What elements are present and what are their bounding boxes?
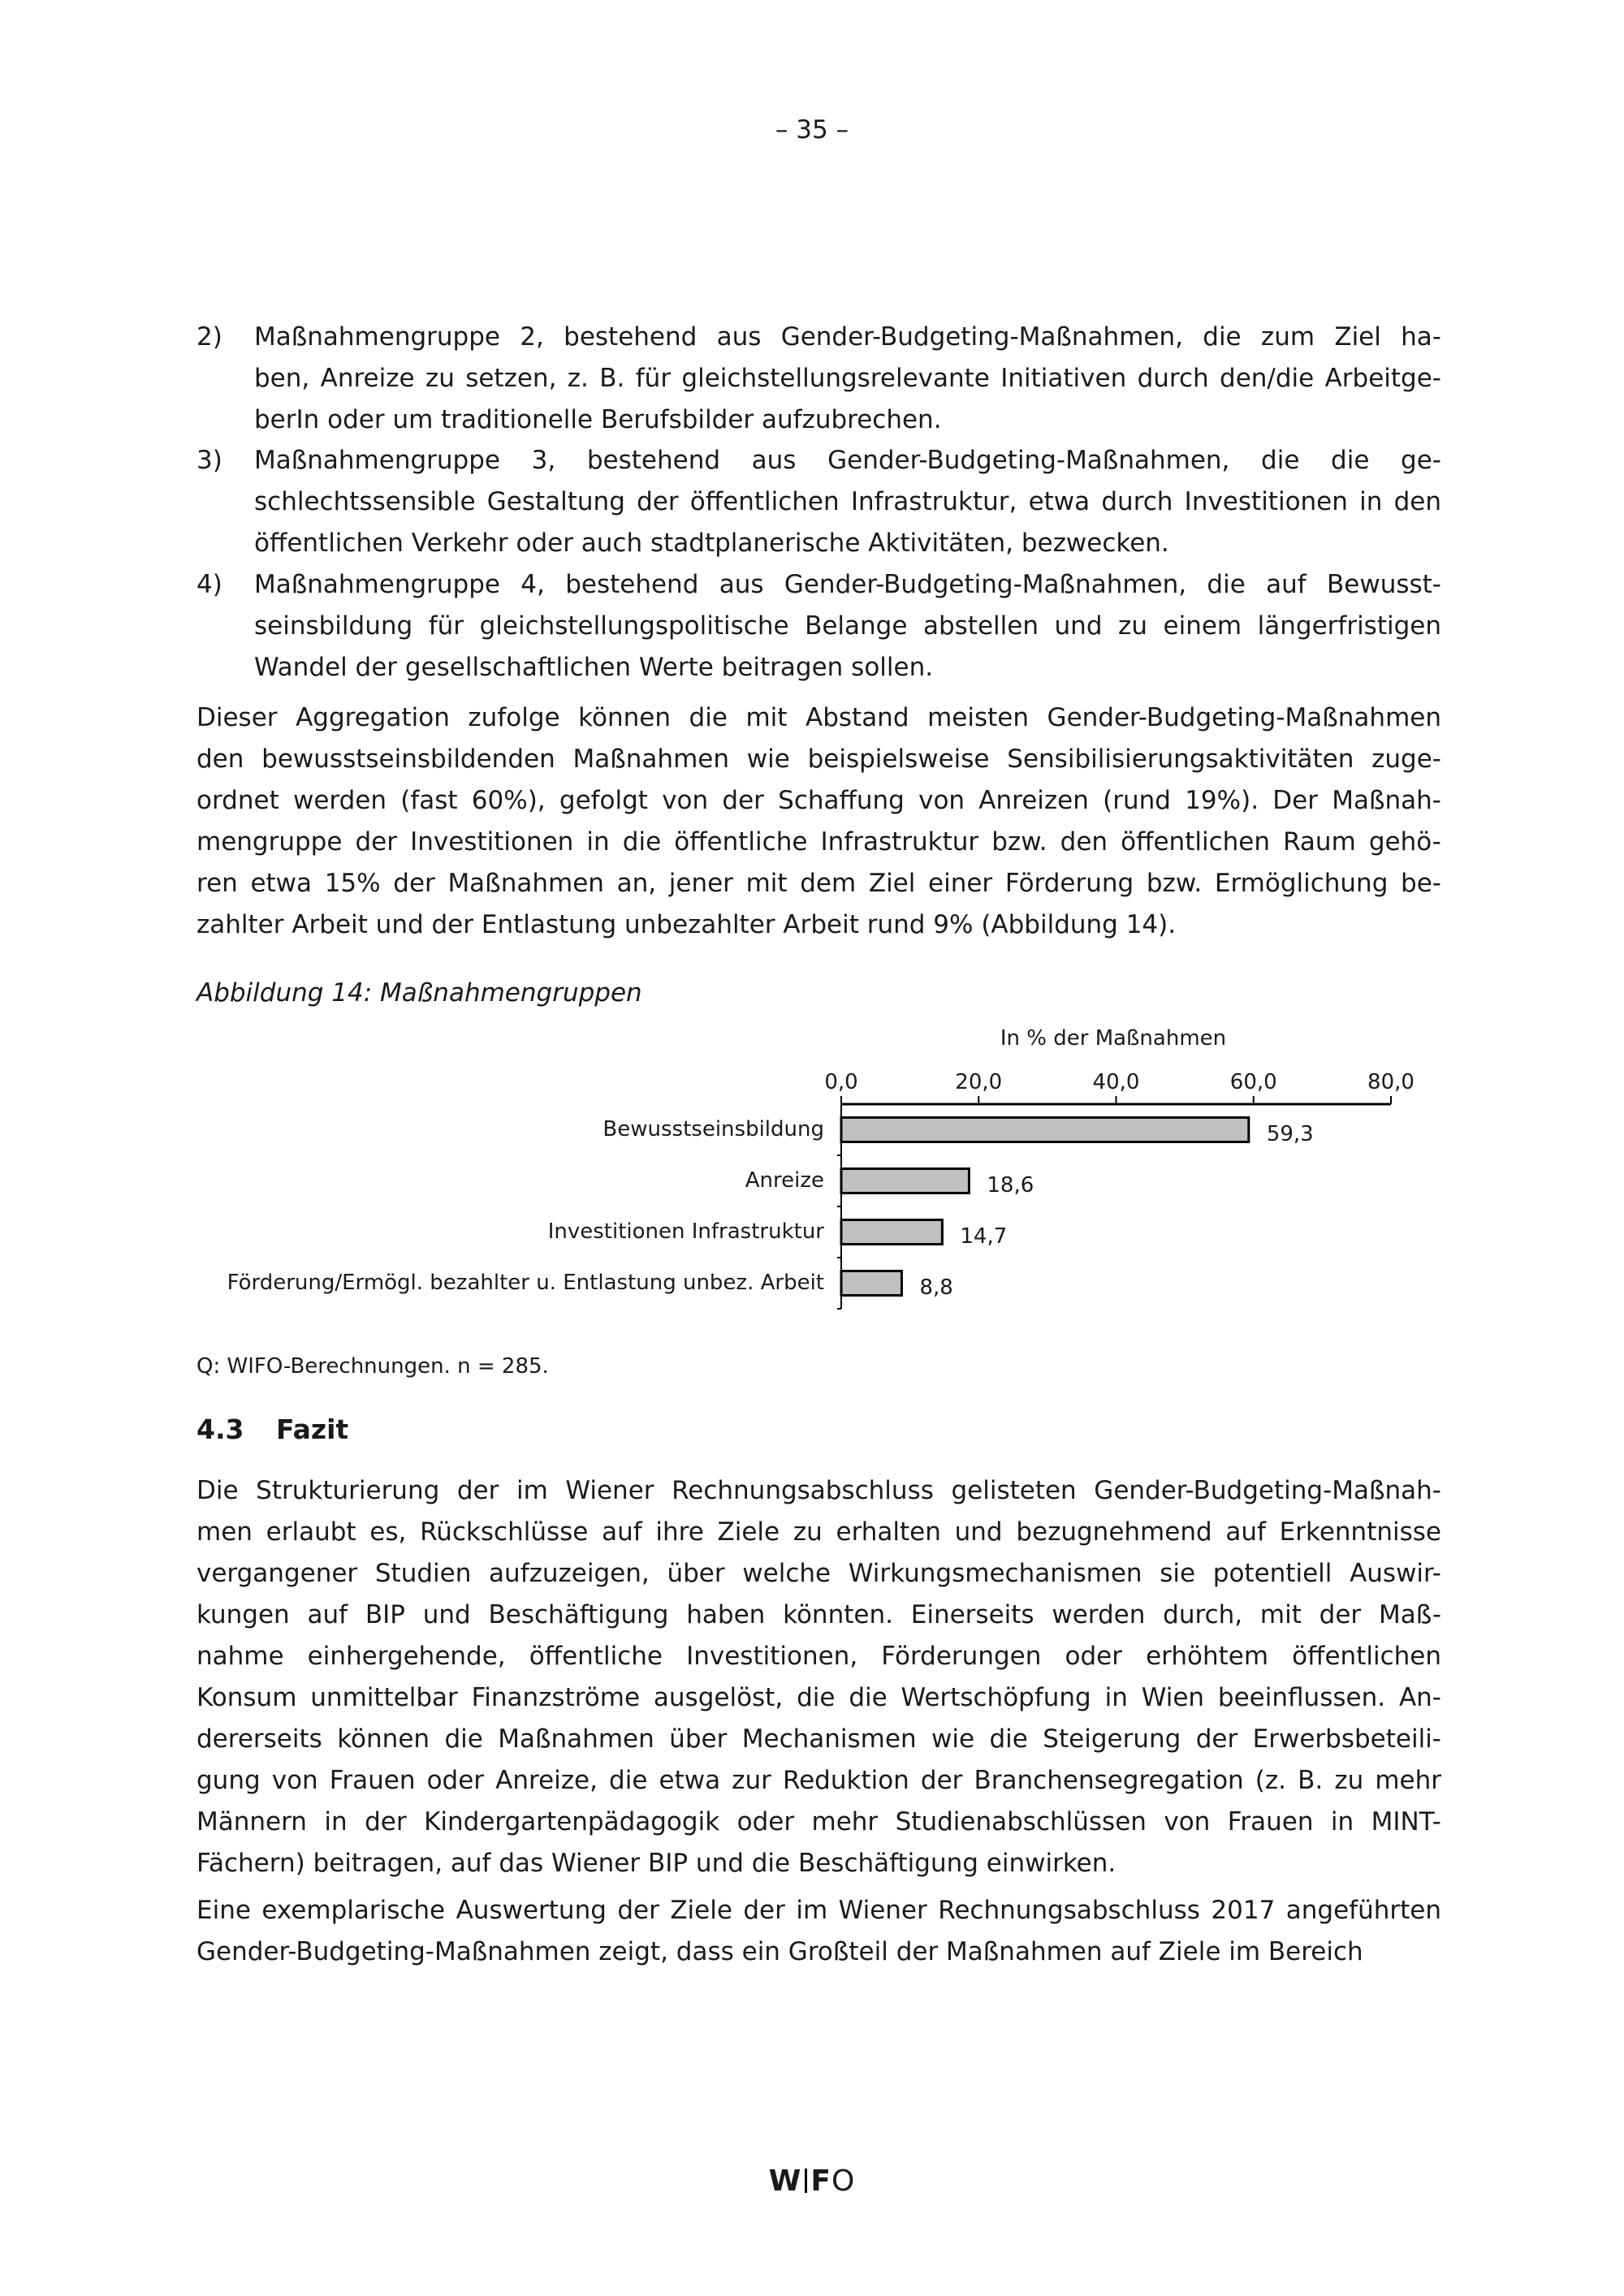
text-line: ben, Anreize zu setzen, z. B. für gleichstellungsrelevante Initiativen durch den/die Arbeitge- <box>254 364 1441 393</box>
section-heading <box>197 1413 348 1445</box>
text-line: berIn oder um traditionelle Berufsbilder aufzubrechen. <box>254 405 942 434</box>
tick-label: 80,0 <box>1367 1070 1415 1094</box>
value-label: 14,7 <box>960 1224 1008 1249</box>
text-line: kungen auf BIP und Beschäftigung haben könnten. Einerseits werden durch, mit der Maß- <box>197 1600 1441 1629</box>
text-line: ren etwa 15% der Maßnahmen an, jener mit dem Ziel einer Förderung bzw. Ermöglichung be- <box>197 869 1441 898</box>
value-label: 18,6 <box>987 1172 1034 1198</box>
tick-label: 60,0 <box>1229 1070 1277 1094</box>
category-label: Investitionen Infrastruktur <box>547 1219 824 1244</box>
text-line: vergangener Studien aufzuzeigen, über welche Wirkungsmechanismen sie potentiell Auswir- <box>197 1559 1441 1588</box>
logo-letter: W <box>768 2164 802 2198</box>
paragraph <box>197 1470 1441 1884</box>
text-line: dererseits können die Maßnahmen über Mechanismen wie die Steigerung der Erwerbsbeteili- <box>197 1724 1441 1754</box>
source-note: Q: WIFO-Berechnungen. n = 285. <box>197 1354 549 1379</box>
text-line: nahme einhergehende, öffentliche Investitionen, Förderungen oder erhöhtem öffentlichen <box>197 1642 1441 1671</box>
text-line: Gender-Budgeting-Maßnahmen zeigt, dass ein Großteil der Maßnahmen auf Ziele im Bereich <box>197 1937 1363 1966</box>
text-line: Maßnahmengruppe 2, bestehend aus Gender-Budgeting-Maßnahmen, die zum Ziel ha- <box>254 322 1441 352</box>
logo-letter: O <box>831 2164 856 2198</box>
tick-label: 0,0 <box>824 1070 858 1094</box>
text-line: zahlter Arbeit und der Entlastung unbezahlter Arbeit rund 9% (Abbildung 14). <box>197 910 1177 939</box>
text-line: Wandel der gesellschaftlichen Werte beitragen sollen. <box>254 653 934 682</box>
category-label: Anreize <box>745 1167 824 1193</box>
wifo-logo <box>0 2164 1624 2198</box>
text-line: Maßnahmengruppe 4, bestehend aus Gender-Budgeting-Maßnahmen, die auf Bewusst- <box>254 570 1441 599</box>
bar <box>841 1271 901 1296</box>
bar <box>841 1118 1249 1142</box>
text-line: Dieser Aggregation zufolge können die mit Abstand meisten Gender-Budgeting-Maßnahmen <box>197 703 1441 732</box>
value-label: 8,8 <box>919 1275 953 1300</box>
list-number: 2) <box>197 322 222 352</box>
tick-label: 40,0 <box>1092 1070 1140 1094</box>
text-line: men erlaubt es, Rückschlüsse auf ihre Ziele zu erhalten und bezugnehmend auf Erkenntnisse <box>197 1517 1441 1547</box>
text-line: Männern in der Kindergartenpädagogik oder mehr Studienabschlüssen von Frauen in MINT- <box>197 1807 1441 1836</box>
logo-letter: F <box>810 2164 831 2198</box>
text-line: Eine exemplarische Auswertung der Ziele der im Wiener Rechnungsabschluss 2017 angeführten <box>197 1896 1441 1925</box>
text-line: öffentlichen Verkehr oder auch stadtplanerische Aktivitäten, bezwecken. <box>254 529 1169 558</box>
text-line: Fächern) beitragen, auf das Wiener BIP und die Beschäftigung einwirken. <box>197 1849 1116 1878</box>
section-number: 4.3 <box>197 1413 244 1445</box>
tick-label: 20,0 <box>955 1070 1003 1094</box>
section-title: Fazit <box>276 1413 349 1445</box>
text-line: mengruppe der Investitionen in die öffentliche Infrastruktur bzw. den öffentlichen Raum gehö- <box>197 827 1441 857</box>
list-number: 3) <box>197 446 222 475</box>
text-line: Die Strukturierung der im Wiener Rechnungsabschluss gelisteten Gender-Budgeting-Maßnah- <box>197 1476 1441 1505</box>
text-line: den bewusstseinsbildenden Maßnahmen wie beispielsweise Sensibilisierungsaktivitäten zuge- <box>197 744 1441 774</box>
bar <box>841 1220 942 1245</box>
category-label: Förderung/Ermögl. bezahlter u. Entlastung unbez. Arbeit <box>227 1270 824 1295</box>
logo-divider <box>805 2169 807 2193</box>
text-line: schlechtssensible Gestaltung der öffentlichen Infrastruktur, etwa durch Investitionen in den <box>254 487 1441 516</box>
text-line: ordnet werden (fast 60%), gefolgt von der Schaffung von Anreizen (rund 19%). Der Maßnah- <box>197 786 1441 815</box>
paragraph <box>197 1890 1441 1973</box>
list-number: 4) <box>197 570 222 599</box>
text-line: Konsum unmittelbar Finanzströme ausgelöst, die die Wertschöpfung in Wien beeinflussen. An- <box>197 1683 1441 1712</box>
text-line: seinsbildung für gleichstellungspolitische Belange abstellen und zu einem längerfristigen <box>254 611 1441 641</box>
text-line: Maßnahmengruppe 3, bestehend aus Gender-Budgeting-Maßnahmen, die die ge- <box>254 446 1441 475</box>
chart-title: In % der Maßnahmen <box>1000 1026 1227 1051</box>
text-line: gung von Frauen oder Anreize, die etwa zur Reduktion der Branchensegregation (z. B. zu mehr <box>197 1766 1441 1795</box>
page-number: – 35 – <box>775 115 849 145</box>
bar <box>841 1169 969 1193</box>
figure-caption: Abbildung 14: Maßnahmengruppen <box>197 978 642 1008</box>
value-label: 59,3 <box>1266 1121 1314 1146</box>
category-label: Bewusstseinsbildung <box>603 1116 824 1142</box>
